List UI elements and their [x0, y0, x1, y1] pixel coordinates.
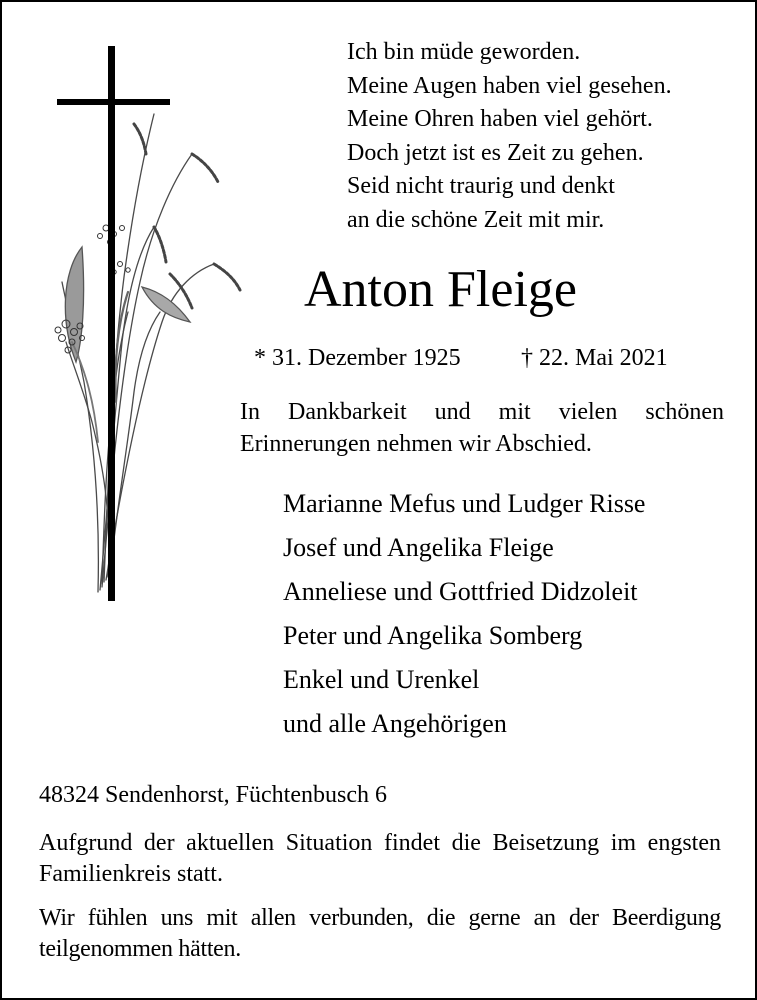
mourner-name: Josef und Angelika Fleige: [283, 533, 554, 562]
mourner-name: und alle Angehörigen: [283, 709, 507, 738]
family-address: 48324 Sendenhorst, Füchtenbusch 6: [39, 782, 387, 808]
poem-line: an die schöne Zeit mit mir.: [347, 206, 605, 233]
condolence-note: Wir fühlen uns mit allen verbunden, die gerne an der Beerdigung teilgenommen hätten.: [39, 905, 721, 962]
cross-with-wheat-icon: [42, 42, 262, 607]
mourner-name: Peter und Angelika Somberg: [283, 621, 583, 650]
poem: [347, 36, 672, 237]
gratitude-text: In Dankbarkeit und mit vielen schönen Erinnerungen nehmen wir Abschied.: [240, 399, 724, 457]
deceased-name: Anton Fleige: [304, 261, 577, 318]
mourner-name: Enkel und Urenkel: [283, 665, 480, 694]
birth-date: * 31. Dezember 1925: [254, 345, 461, 371]
mourners-list: [283, 482, 645, 746]
mourner-name: Anneliese und Gottfried Didzoleit: [283, 577, 638, 606]
poem-line: Seid nicht traurig und denkt: [347, 173, 615, 199]
mourner-name: Marianne Mefus und Ludger Risse: [283, 489, 646, 518]
poem-line: Meine Ohren haben viel gehört.: [347, 106, 653, 132]
burial-note: Aufgrund der aktuellen Situation findet die Beisetzung im engsten Familienkreis statt.: [39, 830, 721, 887]
poem-line: Doch jetzt ist es Zeit zu gehen.: [347, 139, 644, 166]
poem-line: Ich bin müde geworden.: [347, 39, 581, 65]
poem-line: Meine Augen haben viel gesehen.: [347, 72, 672, 99]
death-date: † 22. Mai 2021: [521, 345, 668, 371]
